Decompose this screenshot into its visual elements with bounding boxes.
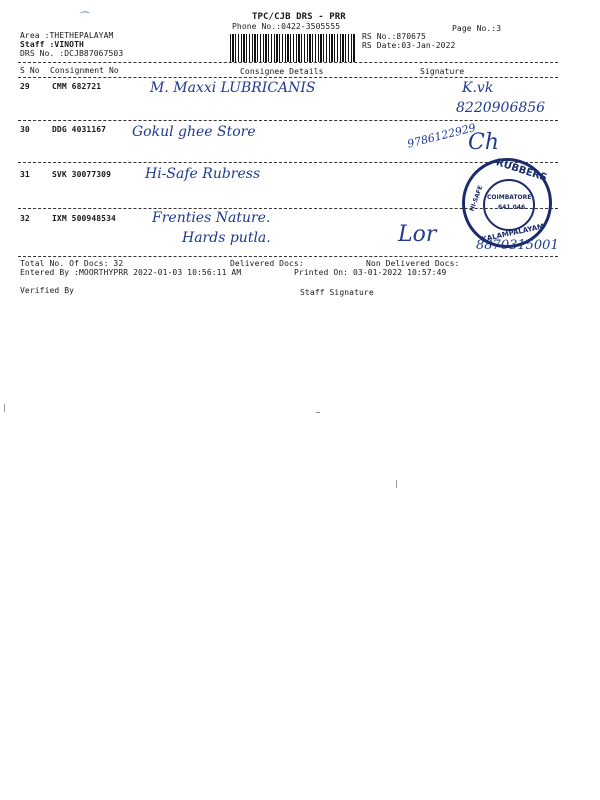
- staff-label: Staff :VINOTH: [20, 40, 84, 49]
- staff-signature: Staff Signature: [300, 288, 374, 297]
- row-sno: 30: [20, 125, 30, 134]
- scan-speck: [396, 480, 397, 488]
- col-signature: Signature: [420, 67, 465, 76]
- stamp-top-text: RUBBERS: [494, 157, 549, 184]
- row-signature: 9786122929: [406, 121, 478, 151]
- row-consignment: CMM 682721: [52, 82, 102, 91]
- row-handwritten-name: M. Maxxi LUBRICANIS: [150, 80, 316, 96]
- divider: [18, 62, 558, 63]
- stamp-side-text: HI-SAFE: [468, 184, 485, 213]
- verified-by: Verified By: [20, 286, 75, 295]
- stamp-bottom-text: KALAMPALAYAM: [480, 222, 545, 244]
- col-details: Consignee Details: [240, 67, 324, 76]
- printed-on: Printed On: 03-01-2022 10:57:49: [294, 268, 447, 277]
- company-stamp: [462, 158, 552, 248]
- pen-mark: ⌒: [78, 12, 88, 23]
- row-handwritten-name: Gokul ghee Store: [132, 124, 256, 140]
- col-sno: S No: [20, 66, 40, 75]
- row-handwritten-name: Frenties Nature.: [152, 210, 271, 226]
- drs-number: DRS No. :DCJB87067503: [20, 49, 124, 58]
- stamp-pin-text: 641 046: [498, 204, 526, 211]
- row-sno: 32: [20, 214, 30, 223]
- row-signature-scribble: Lor: [398, 222, 437, 247]
- entered-by: Entered By :MOORTHYPRR 2022-01-03 10:56:11 AM: [20, 268, 242, 277]
- row-consignment: DDG 4031167: [52, 125, 107, 134]
- stamp-city-text: COIMBATORE: [487, 194, 532, 201]
- divider: [18, 77, 558, 78]
- non-delivered-docs: Non Delivered Docs:: [366, 259, 460, 268]
- divider: [18, 162, 558, 163]
- row-sno: 31: [20, 170, 30, 179]
- row-phone: 8870315001: [476, 238, 559, 253]
- delivered-docs: Delivered Docs:: [230, 259, 304, 268]
- divider: [18, 120, 558, 121]
- divider: [18, 256, 558, 257]
- row-handwritten-name: Hi-Safe Rubress: [145, 166, 261, 182]
- col-consignment: Consignment No: [50, 66, 119, 75]
- scan-speck: [316, 412, 320, 413]
- row-initials: Ch: [468, 130, 500, 155]
- scan-speck: [4, 404, 5, 412]
- row-consignment: IXM 500948534: [52, 214, 116, 223]
- area-label: Area :THETHEPALAYAM: [20, 31, 114, 40]
- page-number: Page No.:3: [452, 24, 502, 33]
- row-sno: 29: [20, 82, 30, 91]
- row-signature: K.vk: [462, 80, 494, 96]
- document-title: TPC/CJB DRS - PRR: [252, 12, 346, 22]
- rs-number: RS No.:870675: [362, 32, 426, 41]
- phone-number: Phone No.:0422-3505555: [232, 22, 341, 31]
- row-phone: 8220906856: [456, 100, 546, 116]
- row-consignment: SVK 30077309: [52, 170, 111, 179]
- barcode-image: [230, 34, 356, 62]
- row-handwritten-name-2: Hards putla.: [182, 230, 271, 246]
- rs-date: RS Date:03-Jan-2022: [362, 41, 456, 50]
- total-docs: Total No. Of Docs: 32: [20, 259, 124, 268]
